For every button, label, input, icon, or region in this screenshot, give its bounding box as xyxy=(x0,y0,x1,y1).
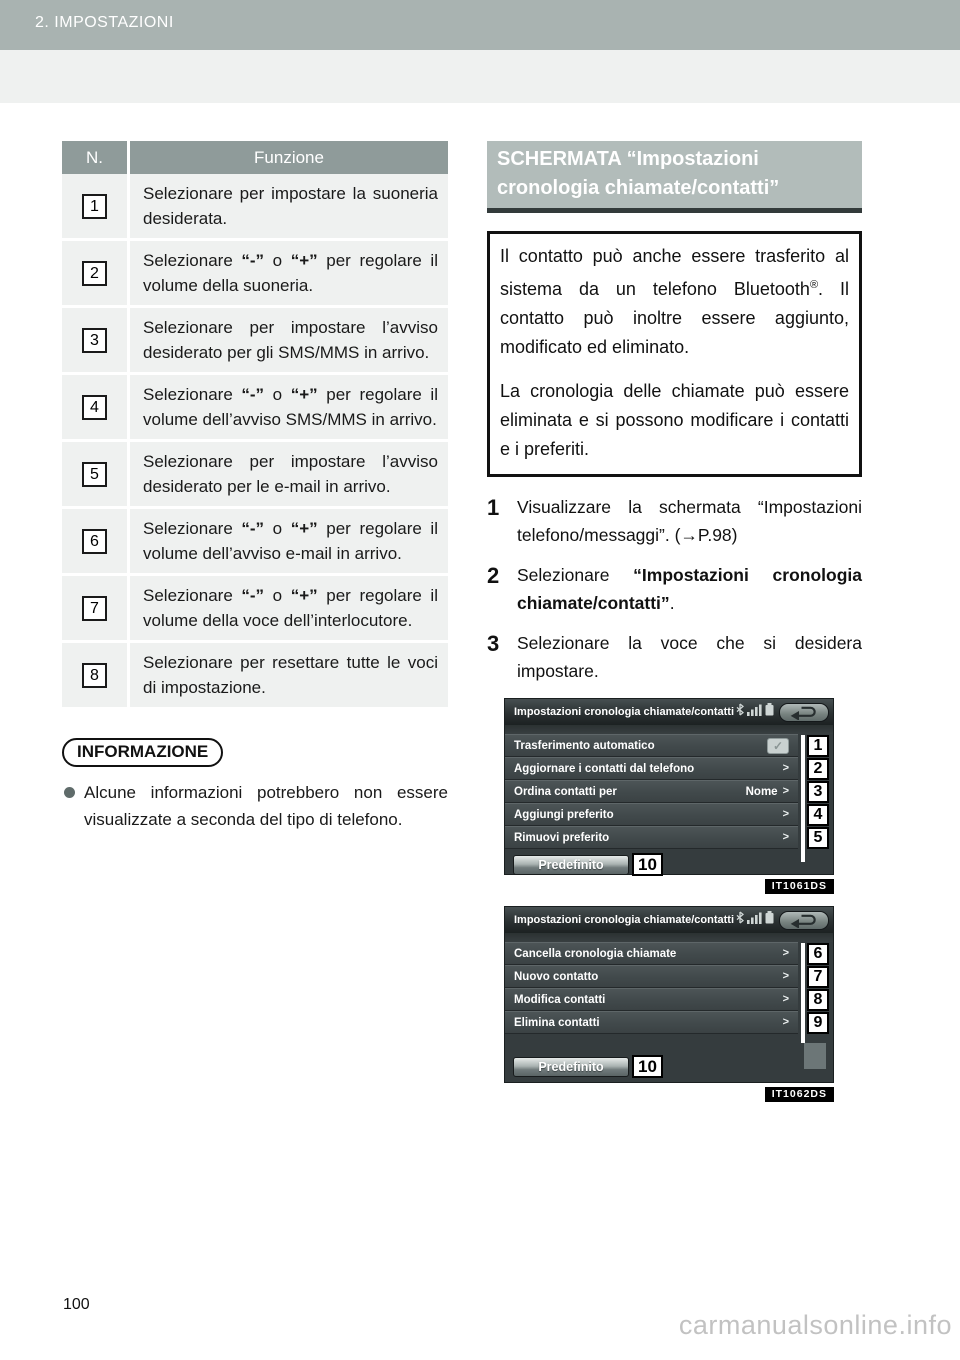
chevron-right-icon: > xyxy=(782,831,789,843)
signal-icon xyxy=(747,703,762,721)
table-row xyxy=(62,174,448,241)
scroll-handle[interactable] xyxy=(804,1043,826,1069)
information-bullet xyxy=(62,779,448,833)
row-function-text: Selezionare per impostare l’avviso desiderato per le e-mail in arrivo. xyxy=(130,442,448,509)
table-header-n: N. xyxy=(62,141,130,174)
screen-panel xyxy=(504,906,834,1083)
row-callout: 8 xyxy=(807,989,829,1011)
information-bullet-text: Alcune informazioni potrebbero non essere visualizzate a seconda del tipo di telefono. xyxy=(84,783,448,829)
section-header-bar xyxy=(0,0,960,50)
table-row xyxy=(62,308,448,375)
step xyxy=(487,630,862,685)
row-number-cell xyxy=(62,174,130,241)
row-number-cell xyxy=(62,308,130,375)
bluetooth-icon xyxy=(736,703,744,721)
row-number-box: 2 xyxy=(82,261,107,286)
screen-row-label: Elimina contatti xyxy=(514,1016,600,1029)
bluetooth-icon xyxy=(736,911,744,929)
screen-title: Impostazioni cronologia chiamate/contatti xyxy=(514,706,735,718)
screen-titlebar xyxy=(505,699,833,725)
row-callout: 1 xyxy=(807,735,829,757)
screen-rows xyxy=(505,942,823,1051)
step xyxy=(487,562,862,617)
screen-row[interactable] xyxy=(505,826,823,849)
screen-row-label: Ordina contatti per xyxy=(514,785,617,798)
screen-row-label: Rimuovi preferito xyxy=(514,831,610,844)
row-number-cell xyxy=(62,241,130,308)
row-callout: 6 xyxy=(807,943,829,965)
screen-row-label: Aggiornare i contatti dal telefono xyxy=(514,762,695,775)
step-text: Visualizzare la schermata “Impostazioni telefono/messaggi”. (→P.98) xyxy=(517,497,862,545)
steps-list xyxy=(487,494,862,685)
table-row xyxy=(62,241,448,308)
row-number-cell xyxy=(62,576,130,643)
chevron-right-icon: > xyxy=(782,785,789,797)
information-pill: INFORMAZIONE xyxy=(62,738,223,767)
row-function-text: Selezionare “-” o “+” per regolare il volume dell’avviso SMS/MMS in arrivo. xyxy=(130,375,448,442)
row-number-box: 1 xyxy=(82,194,107,219)
back-arrow-icon xyxy=(787,705,821,720)
table-header-row xyxy=(62,141,448,174)
screen-row-label: Nuovo contatto xyxy=(514,970,599,983)
right-column xyxy=(487,141,862,1102)
screen-row[interactable] xyxy=(505,1011,823,1034)
battery-icon xyxy=(765,703,774,721)
screen-rows xyxy=(505,734,823,849)
screen-row[interactable] xyxy=(505,803,823,826)
table-row xyxy=(62,442,448,509)
screen-row[interactable] xyxy=(505,780,823,803)
row-callout: 4 xyxy=(807,804,829,826)
back-button[interactable] xyxy=(779,703,829,722)
row-number-cell xyxy=(62,375,130,442)
button-callout: 10 xyxy=(632,853,663,876)
status-icons xyxy=(736,703,774,721)
screen-row[interactable] xyxy=(505,965,823,988)
row-function-text: Selezionare per impostare la suoneria desiderata. xyxy=(130,174,448,241)
row-callout: 7 xyxy=(807,966,829,988)
screen-row[interactable] xyxy=(505,734,823,757)
row-callout: 9 xyxy=(807,1012,829,1034)
step-number: 3 xyxy=(487,631,500,656)
table-row xyxy=(62,576,448,643)
row-callout: 2 xyxy=(807,758,829,780)
screen-bottombar xyxy=(505,849,833,880)
note-paragraph: La cronologia delle chiamate può essere eliminata e si possono modificare i contatti e i preferiti. xyxy=(500,381,849,459)
row-function-text: Selezionare “-” o “+” per regolare il volume dell’avviso e-mail in arrivo. xyxy=(130,509,448,576)
row-callout: 5 xyxy=(807,827,829,849)
table-header-funzione: Funzione xyxy=(130,141,448,174)
scrollbar[interactable] xyxy=(801,735,805,862)
screen-row-label: Cancella cronologia chiamate xyxy=(514,947,677,960)
row-number-box: 7 xyxy=(82,596,107,621)
row-number-box: 4 xyxy=(82,395,107,420)
screen-row-label: Trasferimento automatico xyxy=(514,739,655,752)
row-number-cell xyxy=(62,643,130,710)
screen-row-label: Modifica contatti xyxy=(514,993,606,1006)
left-column xyxy=(62,141,448,833)
note-paragraph: Il contatto può anche essere trasferito al sistema da un telefono Bluetooth®. Il contatto può inoltre essere aggiunto, modificato ed eliminato. xyxy=(500,246,849,357)
row-callout: 3 xyxy=(807,781,829,803)
row-number-cell xyxy=(62,442,130,509)
note-box xyxy=(487,231,862,477)
bullet-icon xyxy=(64,787,75,798)
screen-row[interactable] xyxy=(505,942,823,965)
screen-bottombar xyxy=(505,1051,833,1082)
predefinito-button[interactable]: Predefinito xyxy=(513,1057,629,1077)
row-number-box: 3 xyxy=(82,328,107,353)
titlebar-shadow xyxy=(505,933,833,942)
back-button[interactable] xyxy=(779,911,829,930)
infotainment-screenshot xyxy=(504,698,834,894)
step-text: Selezionare la voce che si desidera impostare. xyxy=(517,633,862,681)
step-number: 2 xyxy=(487,563,500,588)
function-table-body xyxy=(62,174,448,710)
screen-panel xyxy=(504,698,834,875)
screen-row[interactable] xyxy=(505,757,823,780)
row-function-text: Selezionare per resettare tutte le voci di impostazione. xyxy=(130,643,448,710)
row-number-box: 6 xyxy=(82,529,107,554)
screen-row-value: Nome xyxy=(745,785,778,798)
step xyxy=(487,494,862,549)
chevron-right-icon: > xyxy=(782,970,789,982)
table-row xyxy=(62,643,448,710)
chevron-right-icon: > xyxy=(782,762,789,774)
predefinito-button[interactable]: Predefinito xyxy=(513,855,629,875)
screen-titlebar xyxy=(505,907,833,933)
table-row xyxy=(62,509,448,576)
chevron-right-icon: > xyxy=(782,993,789,1005)
checkbox[interactable]: ✓ xyxy=(767,738,789,754)
table-row xyxy=(62,375,448,442)
chevron-right-icon: > xyxy=(782,947,789,959)
row-number-box: 8 xyxy=(82,663,107,688)
scrollbar[interactable] xyxy=(801,943,805,1043)
row-number-box: 5 xyxy=(82,462,107,487)
screen-row[interactable] xyxy=(505,988,823,1011)
watermark: carmanualsonline.info xyxy=(678,1310,952,1340)
header-band xyxy=(0,50,960,103)
screen-row-label: Aggiungi preferito xyxy=(514,808,614,821)
page-number: 100 xyxy=(63,1296,90,1313)
screen-code-label: IT1062DS xyxy=(765,1087,834,1102)
signal-icon xyxy=(747,911,762,929)
screen-code-bar xyxy=(504,1084,834,1102)
status-icons xyxy=(736,911,774,929)
screen-title: Impostazioni cronologia chiamate/contatti xyxy=(514,914,735,926)
function-table xyxy=(62,141,448,710)
chevron-right-icon: > xyxy=(782,1016,789,1028)
row-number-cell xyxy=(62,509,130,576)
step-number: 1 xyxy=(487,495,500,520)
button-callout: 10 xyxy=(632,1055,663,1078)
row-function-text: Selezionare “-” o “+” per regolare il volume della voce dell’interlocutore. xyxy=(130,576,448,643)
step-text: Selezionare “Impostazioni cronologia chiamate/contatti”. xyxy=(517,565,862,613)
screen-code-label: IT1061DS xyxy=(765,879,834,894)
section-header: 2. IMPOSTAZIONI xyxy=(35,14,174,31)
row-function-text: Selezionare per impostare l’avviso desiderato per gli SMS/MMS in arrivo. xyxy=(130,308,448,375)
schermata-heading: SCHERMATA “Impostazioni cronologia chiamate/contatti” xyxy=(487,141,862,213)
row-function-text: Selezionare “-” o “+” per regolare il volume della suoneria. xyxy=(130,241,448,308)
infotainment-screenshot xyxy=(504,906,834,1102)
titlebar-shadow xyxy=(505,725,833,734)
chevron-right-icon: > xyxy=(782,808,789,820)
battery-icon xyxy=(765,911,774,929)
back-arrow-icon xyxy=(787,913,821,928)
